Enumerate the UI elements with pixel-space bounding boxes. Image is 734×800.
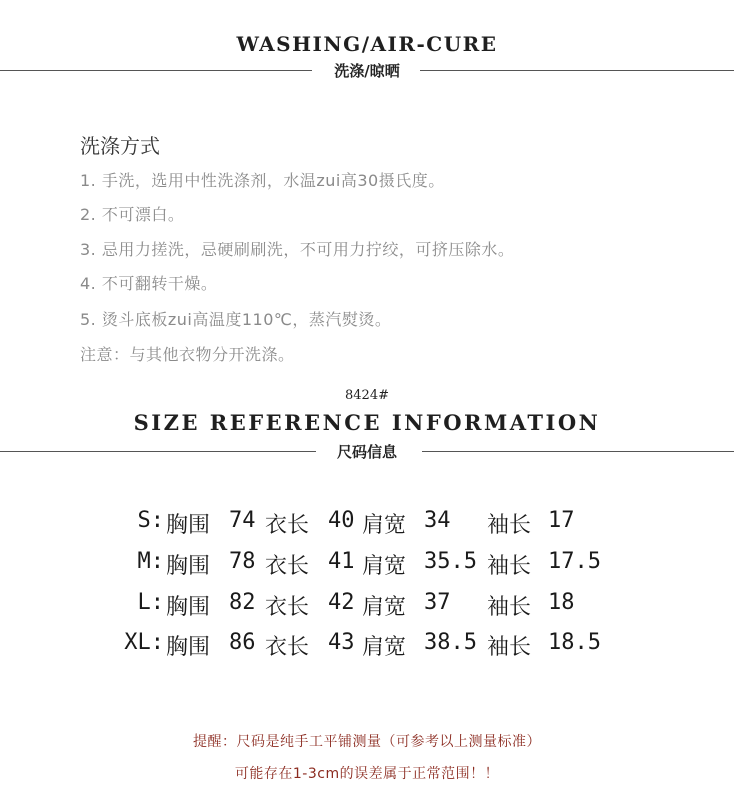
sleeve-label: 袖长 <box>487 513 532 538</box>
washing-subtitle: 洗涤/晾晒 <box>334 62 400 80</box>
size-label: L: <box>137 590 164 615</box>
bust-label: 胸围 <box>166 513 211 538</box>
care-heading: 洗涤方式 <box>80 134 160 158</box>
shoulder-value: 34 <box>424 508 451 533</box>
size-row-l <box>0 590 734 620</box>
size-row-m <box>0 549 734 579</box>
reminder-note: 提醒：尺码是纯手工平铺测量（可参考以上测量标准） <box>193 734 541 750</box>
size-label: S: <box>137 508 164 533</box>
shoulder-value: 38.5 <box>424 630 477 655</box>
size-label: XL: <box>124 630 164 655</box>
bust-value: 82 <box>229 590 256 615</box>
sleeve-label: 袖长 <box>487 595 532 620</box>
length-value: 41 <box>328 549 355 574</box>
bust-value: 74 <box>229 508 256 533</box>
care-note: 注意：与其他衣物分开洗涤。 <box>80 345 295 364</box>
washing-title: WASHING/AIR-CURE <box>236 32 498 56</box>
length-value: 42 <box>328 590 355 615</box>
model-number: 8424# <box>345 388 389 403</box>
sleeve-value: 17 <box>548 508 575 533</box>
length-value: 43 <box>328 630 355 655</box>
length-label: 衣长 <box>265 635 310 660</box>
bust-label: 胸围 <box>166 595 211 620</box>
length-value: 40 <box>328 508 355 533</box>
length-label: 衣长 <box>265 554 310 579</box>
shoulder-label: 肩宽 <box>362 513 407 538</box>
size-row-xl <box>0 630 734 660</box>
sleeve-value: 18 <box>548 590 575 615</box>
shoulder-label: 肩宽 <box>362 635 407 660</box>
shoulder-label: 肩宽 <box>362 595 407 620</box>
length-label: 衣长 <box>265 513 310 538</box>
tolerance-note: 可能存在1-3cm的误差属于正常范围！！ <box>234 766 500 782</box>
bust-label: 胸围 <box>166 554 211 579</box>
sleeve-label: 袖长 <box>487 554 532 579</box>
care-line-3: 3. 忌用力搓洗，忌硬刷刷洗，不可用力拧绞，可挤压除水。 <box>80 240 515 259</box>
care-line-2: 2. 不可漂白。 <box>80 205 185 224</box>
shoulder-value: 37 <box>424 590 451 615</box>
bust-value: 86 <box>229 630 256 655</box>
bust-value: 78 <box>229 549 256 574</box>
size-title: SIZE REFERENCE INFORMATION <box>133 410 601 435</box>
size-row-s <box>0 508 734 538</box>
bust-label: 胸围 <box>166 635 211 660</box>
care-line-4: 4. 不可翻转干燥。 <box>80 274 218 293</box>
size-subtitle: 尺码信息 <box>336 443 397 461</box>
care-line-5: 5. 烫斗底板zui高温度110℃，蒸汽熨烫。 <box>80 310 392 329</box>
sleeve-value: 17.5 <box>548 549 601 574</box>
shoulder-label: 肩宽 <box>362 554 407 579</box>
care-line-1: 1. 手洗，选用中性洗涤剂，水温zui高30摄氏度。 <box>80 171 445 190</box>
sleeve-label: 袖长 <box>487 635 532 660</box>
shoulder-value: 35.5 <box>424 549 477 574</box>
sleeve-value: 18.5 <box>548 630 601 655</box>
length-label: 衣长 <box>265 595 310 620</box>
size-label: M: <box>137 549 164 574</box>
